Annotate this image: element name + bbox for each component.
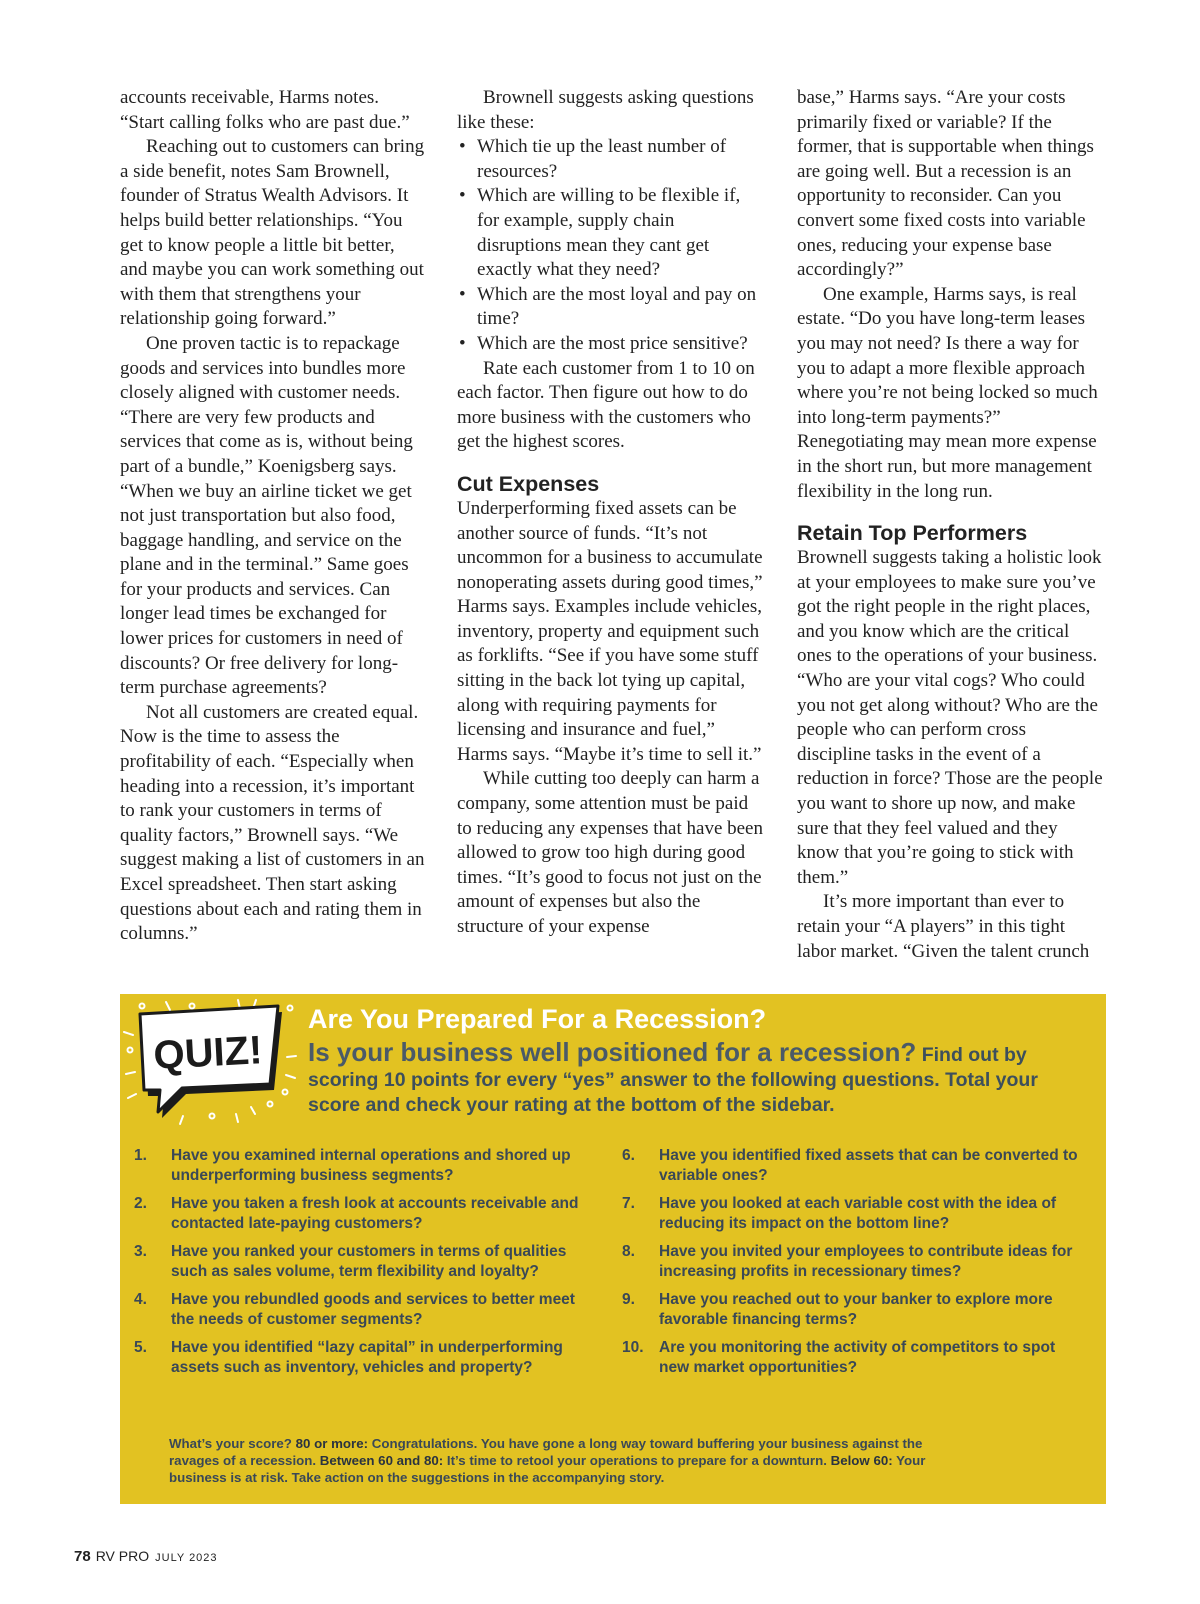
quiz-question (622, 1290, 1082, 1329)
score-label: Between 60 and 80: (319, 1453, 444, 1468)
sidebar-intro-lead: Is your business well positioned for a recession? (308, 1037, 917, 1067)
list-item: • Which are the most loyal and pay on time? (457, 283, 763, 332)
question-text: Are you monitoring the activity of competitors to spot new market opportunities? (659, 1339, 1056, 1376)
sidebar-title: Are You Prepared For a Recession? (308, 1004, 767, 1034)
question-number: 7. (622, 1195, 635, 1212)
list-item: • Which are the most price sensitive? (457, 332, 763, 357)
question-text: Have you ranked your customers in terms of qualities such as sales volume, term flexibility and loyalty? (171, 1243, 567, 1280)
score-label: 80 or more: (295, 1436, 369, 1451)
paragraph: base,” Harms says. “Are your costs primarily fixed or variable? If the former, that is supportable when things are going well. But a recession is an opportunity to reconsider. Can you convert some fixed costs into variable ones, reducing your expense base accordingly?” (797, 87, 1094, 281)
question-number: 6. (622, 1147, 635, 1164)
quiz-question (622, 1146, 1082, 1185)
question-text: Have you looked at each variable cost with the idea of reducing its impact on the bottom line? (659, 1195, 1057, 1232)
quiz-question (134, 1290, 594, 1329)
quiz-question (134, 1146, 594, 1185)
quiz-sidebar (120, 994, 1106, 1504)
paragraph: accounts receivable, Harms notes. “Start calling folks who are past due.” (120, 87, 410, 133)
question-text: Have you identified “lazy capital” in underperforming assets such as inventory, vehicles and property? (171, 1339, 563, 1376)
section-heading-cut-expenses: Cut Expenses (457, 471, 600, 496)
magazine-name: RV PRO (95, 1548, 150, 1564)
sidebar-intro-text: Find out by scoring 10 points for every “yes” answer to the following questions. Total your score and check your rating at the bottom of the sidebar. (308, 1044, 1038, 1116)
paragraph: Brownell suggests asking questions like these: (457, 87, 754, 133)
paragraph: It’s more important than ever to retain your “A players” in this tight labor market. “Given the talent crunch (797, 891, 1090, 962)
quiz-question (134, 1194, 594, 1233)
article-column-1 (120, 86, 426, 947)
page-footer (74, 1548, 218, 1566)
sidebar-intro (308, 1037, 1088, 1118)
quiz-speech-bubble-icon (120, 994, 310, 1144)
question-text: Have you identified fixed assets that can be converted to variable ones? (659, 1147, 1078, 1184)
question-number: 9. (622, 1291, 635, 1308)
score-text: It’s time to retool your operations to prepare for a downturn. (446, 1453, 827, 1468)
question-text: Have you reached out to your banker to explore more favorable financing terms? (659, 1291, 1053, 1328)
paragraph: Not all customers are created equal. Now is the time to assess the profitability of each. “Especially when heading into a recession, it’s important to rank your customers in terms of quality factors,” Brownell says. “We suggest making a list of customers in an Excel spreadsheet. Then start asking questions about each and rating them in columns.” (120, 701, 425, 945)
paragraph: Reaching out to customers can bring a side benefit, notes Sam Brownell, founder of Stratus Wealth Advisors. It helps build better relationships. “You get to know people a little bit better, and maybe you can work something out with them that strengthens your relationship going forward.” (120, 136, 425, 330)
question-number: 2. (134, 1195, 147, 1212)
quiz-questions-left (134, 1146, 594, 1386)
score-text: Your business is at risk. Take action on the suggestions in the accompanying story. (169, 1453, 926, 1485)
score-rating (169, 1435, 949, 1486)
quiz-question (622, 1338, 1082, 1377)
question-text: Have you invited your employees to contribute ideas for increasing profits in recessionary times? (659, 1243, 1073, 1280)
quiz-question (622, 1194, 1082, 1233)
quiz-question (134, 1338, 594, 1377)
question-number: 5. (134, 1339, 147, 1356)
page-number: 78 (74, 1548, 91, 1565)
score-lead: What’s your score? (169, 1436, 292, 1451)
question-bullet-list (457, 135, 763, 356)
score-text: Congratulations. You have gone a long way toward buffering your business against the ravages of a recession. (169, 1436, 923, 1468)
issue-date: JULY 2023 (155, 1552, 218, 1564)
question-number: 8. (622, 1243, 635, 1260)
paragraph: While cutting too deeply can harm a company, some attention must be paid to reducing any expenses that have been allowed to grow too high during good times. “It’s good to focus not just on the amount of expenses but also the structure of your expense (457, 768, 763, 937)
article-column-2 (457, 86, 763, 940)
list-item: • Which are willing to be flexible if, for example, supply chain disruptions mean they cant get exactly what they need? (457, 184, 763, 282)
quiz-question (622, 1242, 1082, 1281)
question-number: 3. (134, 1243, 147, 1260)
paragraph: One proven tactic is to repackage goods and services into bundles more closely aligned with customer needs. “There are very few products and services that come as is, without being part of a bundle,” Koenigsberg says. “When we buy an airline ticket we get not just transportation but also food, baggage handling, and service on the plane and in the terminal.” Same goes for your products and services. Can longer lead times be exchanged for lower prices for customers in need of discounts? Or free delivery for long-term purchase agreements? (120, 332, 413, 699)
question-number: 10. (622, 1339, 644, 1356)
question-text: Have you examined internal operations and shored up underperforming business segments? (171, 1147, 571, 1184)
question-number: 1. (134, 1147, 147, 1164)
paragraph: Rate each customer from 1 to 10 on each factor. Then figure out how to do more business with the customers who get the highest scores. (457, 357, 755, 453)
quiz-badge-text: QUIZ! (152, 1028, 264, 1078)
article-column-3 (797, 86, 1103, 964)
question-text: Have you taken a fresh look at accounts receivable and contacted late-paying customers? (171, 1195, 579, 1232)
list-item: • Which tie up the least number of resources? (457, 135, 763, 184)
section-heading-retain-top-performers: Retain Top Performers (797, 521, 1028, 546)
quiz-questions-right (622, 1146, 1082, 1386)
paragraph: One example, Harms says, is real estate. “Do you have long-term leases you may not need? Is there a way for you to adapt a more flexible approach where you’re not being locked so much into long-term payments?” Renegotiating may mean more expense in the short run, but more management flexibility in the long run. (797, 283, 1098, 502)
question-number: 4. (134, 1291, 147, 1308)
paragraph: Brownell suggests taking a holistic look at your employees to make sure you’ve got the right people in the right places, and you know which are the critical ones to the operations of your business. “Who are your vital cogs? Who could you not get along without? Who are the people who can perform cross discipline tasks in the event of a reduction in force? Those are the people you want to shore up now, and make sure that they feel valued and they know that you’re going to stick with them.” (797, 547, 1103, 888)
paragraph: Underperforming fixed assets can be another source of funds. “It’s not uncommon for a business to accumulate nonoperating assets during good times,” Harms says. Examples include vehicles, inventory, property and equipment such as forklifts. “See if you have some stuff sitting in the back lot tying up capital, along with requiring payments for licensing and insurance and fuel,” Harms says. “Maybe it’s time to sell it.” (457, 497, 763, 765)
score-label: Below 60: (830, 1453, 893, 1468)
quiz-question (134, 1242, 594, 1281)
question-text: Have you rebundled goods and services to better meet the needs of customer segments? (171, 1291, 575, 1328)
